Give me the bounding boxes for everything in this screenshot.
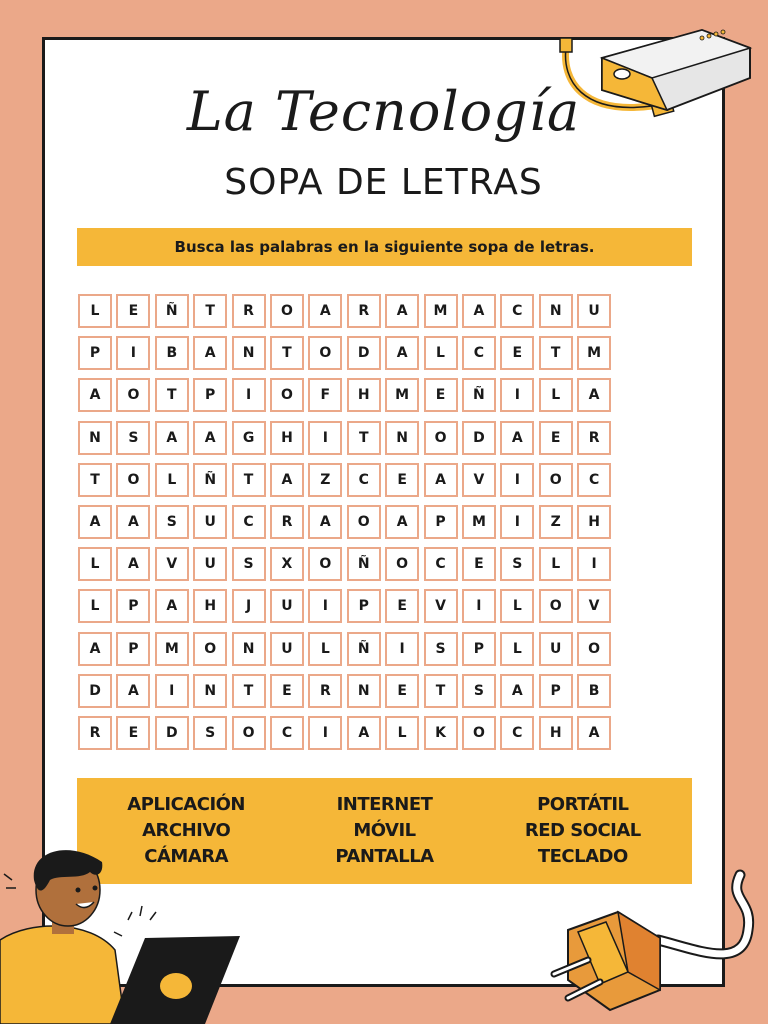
grid-cell: L xyxy=(424,336,458,370)
grid-cell: N xyxy=(232,336,266,370)
grid-cell: R xyxy=(347,294,381,328)
grid-cell: T xyxy=(424,674,458,708)
grid-cell: P xyxy=(539,674,573,708)
grid-cell: M xyxy=(155,632,189,666)
grid-cell: I xyxy=(232,378,266,412)
grid-cell: R xyxy=(78,716,112,750)
grid-cell: T xyxy=(155,378,189,412)
grid-cell: V xyxy=(577,589,611,623)
grid-cell: R xyxy=(270,505,304,539)
grid-cell: A xyxy=(424,463,458,497)
grid-cell: U xyxy=(193,547,227,581)
grid-cell: A xyxy=(78,632,112,666)
grid-cell: T xyxy=(539,336,573,370)
grid-cell: L xyxy=(78,589,112,623)
grid-cell: O xyxy=(539,463,573,497)
grid-cell: L xyxy=(500,632,534,666)
grid-cell: P xyxy=(424,505,458,539)
grid-cell: E xyxy=(500,336,534,370)
grid-cell: P xyxy=(193,378,227,412)
word-item: TECLADO xyxy=(537,846,628,867)
instructions-text: Busca las palabras en la siguiente sopa de letras. xyxy=(174,238,595,256)
grid-cell: O xyxy=(116,463,150,497)
grid-cell: T xyxy=(193,294,227,328)
grid-cell: H xyxy=(577,505,611,539)
grid-cell: S xyxy=(462,674,496,708)
grid-cell: I xyxy=(308,716,342,750)
word-item: RED SOCIAL xyxy=(524,820,641,841)
grid-cell: I xyxy=(116,336,150,370)
grid-cell: I xyxy=(308,421,342,455)
grid-cell: O xyxy=(539,589,573,623)
grid-cell: N xyxy=(193,674,227,708)
grid-cell: E xyxy=(385,463,419,497)
grid-cell: I xyxy=(155,674,189,708)
grid-cell: U xyxy=(193,505,227,539)
grid-cell: V xyxy=(424,589,458,623)
grid-cell: C xyxy=(577,463,611,497)
grid-cell: Z xyxy=(308,463,342,497)
grid-cell: A xyxy=(155,421,189,455)
word-item: CÁMARA xyxy=(144,846,229,867)
grid-cell: M xyxy=(424,294,458,328)
grid-cell: S xyxy=(116,421,150,455)
grid-cell: A xyxy=(193,336,227,370)
grid-cell: N xyxy=(78,421,112,455)
grid-cell: B xyxy=(577,674,611,708)
grid-cell: G xyxy=(232,421,266,455)
grid-cell: Ñ xyxy=(462,378,496,412)
grid-cell: P xyxy=(78,336,112,370)
grid-cell: L xyxy=(78,294,112,328)
grid-cell: L xyxy=(539,547,573,581)
instructions-banner xyxy=(77,228,692,266)
grid-cell: I xyxy=(500,378,534,412)
grid-cell: B xyxy=(155,336,189,370)
grid-cell: A xyxy=(385,336,419,370)
power-plug-icon xyxy=(548,860,763,1020)
grid-cell: A xyxy=(116,547,150,581)
grid-cell: C xyxy=(500,716,534,750)
grid-cell: A xyxy=(78,505,112,539)
grid-cell: A xyxy=(500,674,534,708)
grid-cell: E xyxy=(116,716,150,750)
grid-cell: L xyxy=(155,463,189,497)
letter-grid xyxy=(78,294,615,758)
grid-cell: O xyxy=(193,632,227,666)
grid-cell: X xyxy=(270,547,304,581)
grid-cell: C xyxy=(347,463,381,497)
grid-cell: T xyxy=(347,421,381,455)
grid-cell: E xyxy=(462,547,496,581)
grid-cell: L xyxy=(539,378,573,412)
person-laptop-illustration xyxy=(0,840,245,1024)
word-item: PANTALLA xyxy=(335,846,434,867)
grid-cell: Z xyxy=(539,505,573,539)
grid-cell: U xyxy=(270,632,304,666)
grid-cell: H xyxy=(539,716,573,750)
grid-cell: O xyxy=(347,505,381,539)
grid-cell: O xyxy=(270,294,304,328)
grid-cell: E xyxy=(424,378,458,412)
grid-cell: A xyxy=(462,294,496,328)
grid-cell: I xyxy=(500,505,534,539)
grid-cell: C xyxy=(232,505,266,539)
grid-cell: U xyxy=(577,294,611,328)
grid-cell: F xyxy=(308,378,342,412)
grid-cell: A xyxy=(308,294,342,328)
grid-cell: E xyxy=(539,421,573,455)
grid-cell: A xyxy=(385,294,419,328)
grid-cell: T xyxy=(232,674,266,708)
grid-cell: M xyxy=(385,378,419,412)
grid-cell: L xyxy=(500,589,534,623)
grid-cell: O xyxy=(424,421,458,455)
grid-cell: H xyxy=(193,589,227,623)
grid-cell: R xyxy=(232,294,266,328)
grid-cell: S xyxy=(424,632,458,666)
grid-cell: A xyxy=(308,505,342,539)
grid-cell: O xyxy=(308,336,342,370)
grid-cell: I xyxy=(500,463,534,497)
word-item: ARCHIVO xyxy=(142,820,231,841)
word-item: MÓVIL xyxy=(353,820,416,841)
grid-cell: H xyxy=(347,378,381,412)
grid-cell: M xyxy=(577,336,611,370)
grid-cell: O xyxy=(385,547,419,581)
grid-cell: E xyxy=(116,294,150,328)
page-title: La Tecnología xyxy=(186,80,581,143)
grid-cell: L xyxy=(308,632,342,666)
grid-cell: T xyxy=(78,463,112,497)
grid-cell: C xyxy=(424,547,458,581)
grid-cell: P xyxy=(347,589,381,623)
grid-cell: C xyxy=(500,294,534,328)
grid-cell: Ñ xyxy=(193,463,227,497)
grid-cell: S xyxy=(232,547,266,581)
page-subtitle: SOPA DE LETRAS xyxy=(224,162,543,203)
word-item: APLICACIÓN xyxy=(127,794,246,815)
grid-cell: E xyxy=(385,674,419,708)
grid-cell: N xyxy=(385,421,419,455)
grid-cell: J xyxy=(232,589,266,623)
word-column xyxy=(285,792,483,870)
grid-cell: L xyxy=(78,547,112,581)
grid-cell: R xyxy=(308,674,342,708)
grid-cell: I xyxy=(577,547,611,581)
grid-cell: N xyxy=(539,294,573,328)
word-item: PORTÁTIL xyxy=(537,794,629,815)
grid-cell: S xyxy=(193,716,227,750)
grid-cell: C xyxy=(270,716,304,750)
grid-cell: M xyxy=(462,505,496,539)
grid-cell: O xyxy=(270,378,304,412)
power-bank-icon xyxy=(552,20,762,120)
grid-cell: D xyxy=(462,421,496,455)
grid-cell: V xyxy=(462,463,496,497)
grid-cell: P xyxy=(116,632,150,666)
grid-cell: O xyxy=(116,378,150,412)
grid-cell: D xyxy=(78,674,112,708)
grid-cell: C xyxy=(462,336,496,370)
grid-cell: Ñ xyxy=(347,547,381,581)
grid-cell: D xyxy=(155,716,189,750)
grid-cell: S xyxy=(155,505,189,539)
grid-cell: Ñ xyxy=(155,294,189,328)
grid-cell: N xyxy=(347,674,381,708)
grid-cell: I xyxy=(308,589,342,623)
word-item: INTERNET xyxy=(336,794,433,815)
grid-cell: A xyxy=(78,378,112,412)
grid-cell: L xyxy=(385,716,419,750)
grid-cell: T xyxy=(270,336,304,370)
grid-cell: O xyxy=(577,632,611,666)
word-column xyxy=(484,792,682,870)
grid-cell: U xyxy=(270,589,304,623)
grid-cell: E xyxy=(385,589,419,623)
grid-cell: A xyxy=(385,505,419,539)
grid-cell: V xyxy=(155,547,189,581)
grid-cell: P xyxy=(462,632,496,666)
grid-cell: E xyxy=(270,674,304,708)
grid-cell: A xyxy=(577,378,611,412)
grid-cell: D xyxy=(347,336,381,370)
grid-cell: A xyxy=(193,421,227,455)
grid-cell: H xyxy=(270,421,304,455)
grid-cell: I xyxy=(385,632,419,666)
grid-cell: S xyxy=(500,547,534,581)
grid-cell: P xyxy=(116,589,150,623)
grid-cell: I xyxy=(462,589,496,623)
grid-cell: N xyxy=(232,632,266,666)
grid-cell: O xyxy=(308,547,342,581)
grid-cell: U xyxy=(539,632,573,666)
grid-cell: Ñ xyxy=(347,632,381,666)
grid-cell: A xyxy=(347,716,381,750)
grid-cell: T xyxy=(232,463,266,497)
grid-cell: A xyxy=(577,716,611,750)
grid-cell: R xyxy=(577,421,611,455)
grid-cell: A xyxy=(500,421,534,455)
grid-cell: A xyxy=(155,589,189,623)
grid-cell: A xyxy=(116,674,150,708)
grid-cell: O xyxy=(462,716,496,750)
grid-cell: K xyxy=(424,716,458,750)
grid-cell: A xyxy=(270,463,304,497)
grid-cell: A xyxy=(116,505,150,539)
grid-cell: O xyxy=(232,716,266,750)
